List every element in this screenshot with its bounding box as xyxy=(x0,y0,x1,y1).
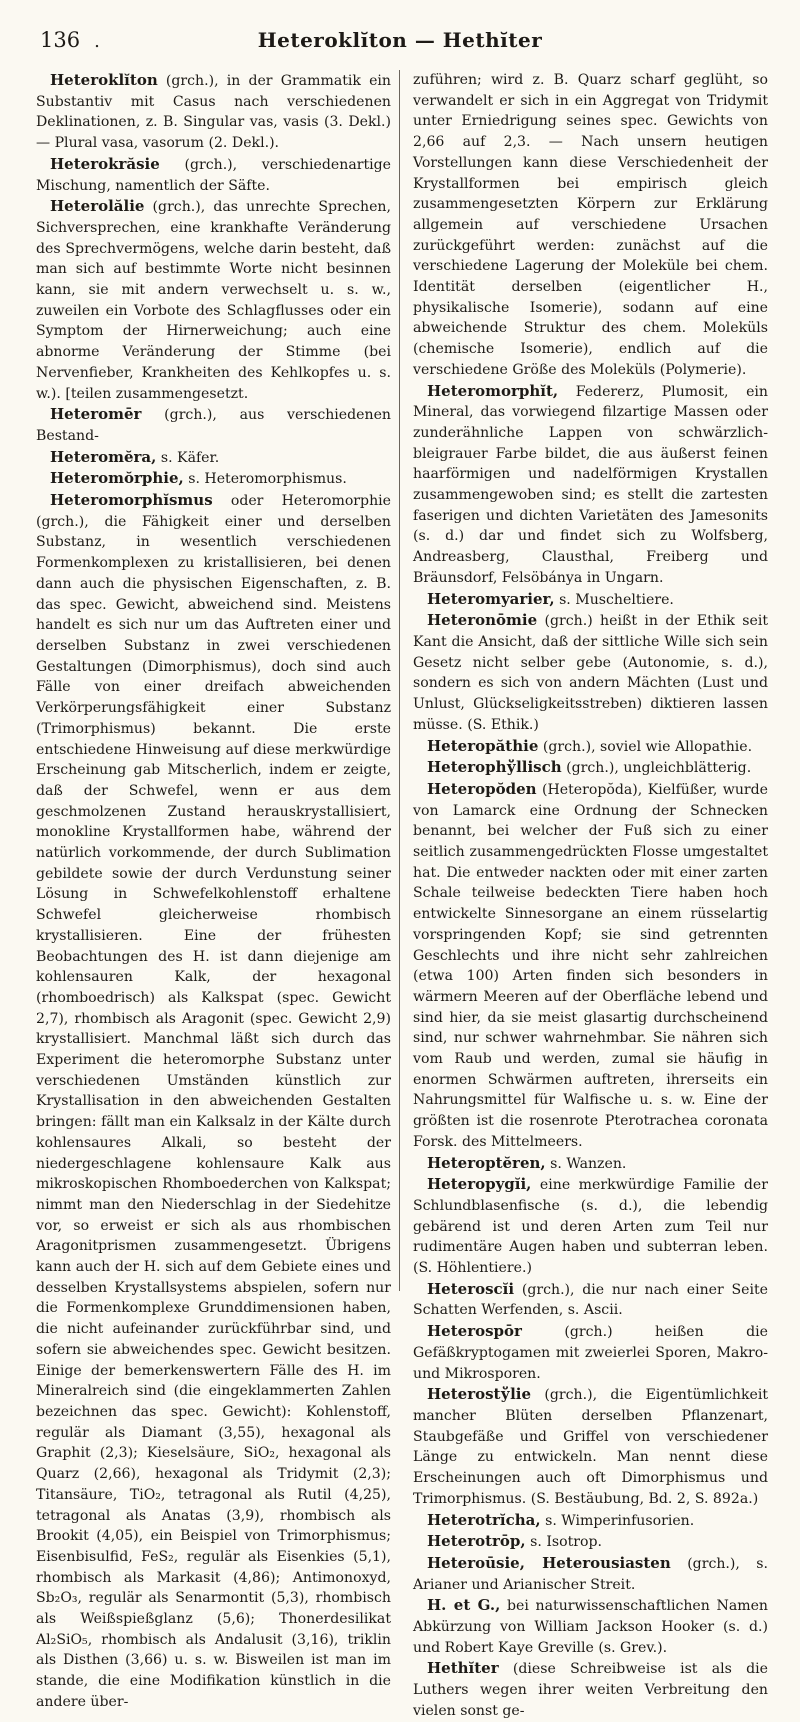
text-columns xyxy=(36,70,769,1719)
entry-text: bei naturwissenschaftlichen Namen Abkürzung von William Jackson Hooker (s. d.) und Robert Kaye Greville (s. Grev.). xyxy=(413,1598,769,1656)
entry-text: (grch.), das unrechte Sprechen, Sichversprechen, eine krankhafte Veränderung des Sprechvermögens, welche darin besteht, daß man sich auf bestimmte Worte nicht besinnen kann, sie mit andern verwechselt u. s. w., zuweilen ein Vorbote des Schlagflusses oder ein Symptom der Hirnerweichung; auch eine abnorme Veränderung der Stimme (bei Nervenfieber, Krankheiten des Kehlkopfes u. s. w.). [teilen zusammengesetzt. xyxy=(36,199,391,402)
entry-headword: Heterospōr xyxy=(427,1322,522,1341)
entry-headword: Heteroūsie, Heterousiasten xyxy=(427,1553,671,1572)
entry-text: zuführen; wird z. B. Quarz scharf geglüht, so verwandelt er sich in ein Aggregat von Tridymit unter Erniedrigung seines spec. Gewichts von 2,66 auf 2,3. — Nach unsern heutigen Vorstellungen kann diese Verschiedenheit der Krystallformen bei empirisch gleich zusammengesetzten Körpern zur Erklärung allgemein auf verschiedene Ursachen zurückgeführt werden: zunächst auf die verschiedene Lagerung der Moleküle bei chem. Identität derselben (eigentlicher H., physikalische Isomerie), sodann auf eine abweichende Struktur des chem. Moleküls (chemische Isomerie), endlich auf die verschiedene Größe des Moleküls (Polymerie). xyxy=(413,72,768,378)
entry-headword: Heteromyarier, xyxy=(427,589,555,608)
entry-headword: Heteropygĭi, xyxy=(427,1175,532,1194)
entry-headword: Heteromŏrphie, xyxy=(50,469,184,488)
dictionary-entry xyxy=(413,1174,768,1279)
dictionary-entry xyxy=(36,468,391,490)
dictionary-entry xyxy=(36,490,391,1712)
entry-headword: Heterolălie xyxy=(50,197,145,216)
entry-headword: Heterostўlie xyxy=(427,1385,532,1404)
entry-headword: Heterophўllisch xyxy=(427,758,562,777)
entry-headword: Heterotrōp, xyxy=(427,1532,526,1551)
dictionary-entry xyxy=(413,610,768,735)
entry-text: (Heteropŏda), Kielfüßer, wurde von Lamarck eine Ordnung der Schnecken benannt, bei welcher der Fuß sich zu einer seitlich zusammengedrückten Flosse umgestaltet hat. Die entweder nackten oder mit einer zarten Schale teilweise bedeckten Tiere haben hoch entwickelte Sinnesorgane an einem rüsselartig vorspringenden Kopf; sie sind getrennten Geschlechts und ihre nicht sehr zahlreichen (etwa 100) Arten finden sich besonders in wärmern Meeren auf der Oberfläche lebend und sind hier, da sie meist glasartig durchscheinend sind, nur schwer wahrnehmbar. Sie nähren sich vom Raub und werden, zumal sie häufig in enormen Schwärmen auftreten, ihrerseits ein Nahrungsmittel für Walfische u. s. w. Eine der größten ist die rosenrote Pterotrachea coronata Forsk. des Mittelmeers. xyxy=(413,781,768,1150)
entry-text: (grch.), die Eigentümlichkeit mancher Blüten derselben Pflanzenart, Staubgefäße und Griffel von verschiedener Länge zu entwickeln. Man nennt diese Erscheinungen auch oft Dimorphismus und Trimorphismus. (S. Bestäubung, Bd. 2, S. 892a.) xyxy=(413,1387,768,1507)
entry-headword: Heteromorphĭsmus xyxy=(50,491,213,510)
entry-headword: Heteromēr xyxy=(50,405,142,424)
entry-text: (grch.), die nur nach einer Seite Schatten Werfenden, s. Ascii. xyxy=(413,1281,769,1319)
entry-headword: H. et G., xyxy=(427,1596,501,1615)
entry-headword: Heteropăthie xyxy=(427,736,539,755)
entry-text: (grch.), soviel wie Allopathie. xyxy=(542,738,753,755)
entry-text: (grch.) heißt in der Ethik seit Kant die Ansicht, daß der sittliche Wille sich sein Gesetz nicht selber gebe (Autonomie, s. d.), sondern es sich von andern Mächten (Lust und Unlust, Glückseligkeitsstreben) diktieren lassen müsse. (S. Ethik.) xyxy=(413,613,768,733)
dictionary-entry xyxy=(413,1510,768,1532)
entry-headword: Heteromorphĭt, xyxy=(427,381,559,400)
entry-headword: Heteronōmie xyxy=(427,611,538,630)
entry-text: s. Wanzen. xyxy=(550,1155,627,1172)
dictionary-entry xyxy=(413,1384,768,1509)
entry-headword: Hethĭter xyxy=(427,1659,499,1678)
dictionary-entry xyxy=(36,447,391,469)
entry-text: (grch.), aus verschiedenen Bestand- xyxy=(36,407,391,444)
dictionary-entry xyxy=(413,1595,768,1658)
dictionary-entry xyxy=(413,381,768,589)
entry-text: s. Wimperinfusorien. xyxy=(545,1512,695,1529)
dictionary-entry xyxy=(413,1531,768,1553)
dictionary-entry xyxy=(413,1279,768,1321)
entry-headword: Heteromĕra, xyxy=(50,447,157,466)
entry-text: Federerz, Plumosit, ein Mineral, das vorwiegend filzartige Massen oder zunderähnliche Lappen von schwärzlich-bleigrauer Farbe bildet, die aus äußerst feinen haarförmigen und nadelförmigen Krystallen zusammengewoben sind; es stellt die zartesten faserigen und dichten Varietäten des Jamesonits (s. d.) dar und findet sich zu Wolfsberg, Andreasberg, Clausthal, Freiberg und Bräunsdorf, Felsöbánya in Ungarn. xyxy=(413,383,768,586)
entry-headword: Heterokrăsie xyxy=(50,154,160,173)
entry-text: s. Muscheltiere. xyxy=(559,591,674,608)
dictionary-entry xyxy=(36,196,391,404)
entry-headword: Heteropŏden xyxy=(427,779,537,798)
entry-headword: Heteroscĭi xyxy=(427,1279,515,1298)
running-title: Heteroklĭton — Hethĭter xyxy=(257,28,543,52)
dictionary-entry xyxy=(36,70,391,154)
entry-text: (diese Schreibweise ist als die Luthers wegen ihrer weiten Verbreitung den vielen sonst ge- xyxy=(413,1661,768,1719)
entry-headword: Heteroklĭton xyxy=(50,71,158,89)
page-number: 136 xyxy=(40,28,81,52)
entry-text: eine merkwürdige Familie der Schlundblasenfische (s. d.), die lebendig gebärend ist und deren Arten zum Teil nur rudimentäre Augen haben und subterran leben. (S. Höhlentiere.) xyxy=(413,1177,768,1277)
entry-text: (grch.), verschiedenartige Mischung, namentlich der Säfte. xyxy=(36,156,392,194)
left-column xyxy=(36,70,392,1710)
page-header xyxy=(40,28,760,58)
dictionary-entry xyxy=(413,1153,768,1175)
entry-text: (grch.) heißen die Gefäßkryptogamen mit zweierlei Sporen, Makro- und Mikrosporen. xyxy=(413,1324,769,1382)
dictionary-entry xyxy=(413,779,768,1153)
entry-text: s. Isotrop. xyxy=(530,1534,603,1551)
entry-text: s. Käfer. xyxy=(160,449,220,466)
dictionary-entry xyxy=(413,70,768,381)
right-column xyxy=(413,70,769,1719)
entry-text: (grch.), in der Grammatik ein Substantiv mit Casus nach verschiedenen Deklinationen, z. B. Singular vas, vasis (3. Dekl.) — Plural vasa, vasorum (2. Dekl.). xyxy=(36,73,391,152)
entry-text: oder Heteromorphie (grch.), die Fähigkeit einer und derselben Substanz, in wesentlich verschiedenen Formenkomplexen zu kristallisieren, bei denen dann auch die physischen Eigenschaften, z. B. das spec. Gewicht, abweichend sind. Meistens handelt es sich nur um das Auftreten einer und derselben Substanz in zwei verschiedenen Gestaltungen (Dimorphismus), doch sind auch Fälle von einer dreifach abweichenden Verkörperungsfähigkeit einer Substanz (Trimorphismus) bekannt. Die erste entschiedene Hinweisung auf diese merkwürdige Erscheinung gab Mitscherlich, indem er zeigte, daß der Schwefel, wenn er aus dem geschmolzenen Zustand herauskrystallisiert, monokline Krystallformen habe, während der natürlich vorkommende, der durch Sublimation gebildete sowie der durch Verdunstung seiner Lösung in Schwefelkohlenstoff erhaltene Schwefel gleicherweise rhombisch krystallisieren. Eine der frühesten Beobachtungen des H. ist dann diejenige am kohlensauren Kalk, der hexagonal (rhomboedrisch) als Kalkspat (spec. Gewicht 2,7), rhombisch als Aragonit (spec. Gewicht 2,9) krystallisiert. Manchmal läßt sich durch das Experiment die heteromorphe Substanz unter verschiedenen Umständen künstlich zur Krystallisation in den abweichenden Gestalten bringen: fällt man ein Kalksalz in der Kälte durch kohlensaures Alkali, so besteht der niedergeschlagene kohlensaure Kalk aus mikroskopischen Rhomboederchen von Kalkspat; nimmt man den Niederschlag in der Siedehitze vor, so erweist er sich als aus rhombischen Aragonitprismen zusammengesetzt. Übrigens kann auch der H. sich auf dem Gebiete eines und desselben Krystallsystems abspielen, sofern nur die Formenkomplexe Grunddimensionen haben, die nicht aufeinander zurückführbar sind, und sofern sie abweichendes spec. Gewicht besitzen. Einige der bemerkenswertern Fälle des H. im Mineralreich sind (die eingeklammerten Zahlen bezeichnen das spec. Gewicht): Kohlenstoff, regulär als Diamant (3,55), hexagonal als Graphit (2,3); Kieselsäure, SiO₂, hexagonal als Quarz (2,66), hexagonal als Tridymit (2,3); Titansäure, TiO₂, tetragonal als Rutil (4,25), tetragonal als Anatas (3,9), rhombisch als Brookit (4,05), ein Beispiel von Trimorphismus; Eisenbisulfid, FeS₂, regulär als Eisenkies (5,1), rhombisch als Markasit (4,86); Antimonoxyd, Sb₂O₃, regulär als Senarmontit (5,3), rhombisch als Weißspießglanz (5,6); Thonerdesilikat Al₂SiO₅, rhombisch als Andalusit (3,16), triklin als Disthen (3,66) u. s. w. Bisweilen ist man im stande, die eine Modifikation künstlich in die andere über- xyxy=(36,493,391,1710)
entry-text: (grch.), ungleichblätterig. xyxy=(566,760,752,777)
header-dot: . xyxy=(94,31,100,52)
dictionary-entry xyxy=(413,589,768,611)
entry-text: (grch.), s. Arianer und Arianischer Streit. xyxy=(413,1555,768,1593)
entry-headword: Heterotrĭcha, xyxy=(427,1510,541,1529)
entry-text: s. Heteromorphismus. xyxy=(188,471,347,488)
dictionary-entry xyxy=(413,1658,768,1721)
dictionary-entry xyxy=(413,1553,768,1595)
dictionary-entry xyxy=(36,404,391,446)
dictionary-entry xyxy=(413,1321,768,1384)
entry-headword: Heteroptĕren, xyxy=(427,1153,546,1172)
dictionary-entry xyxy=(413,757,768,779)
dictionary-entry xyxy=(36,154,391,196)
dictionary-entry xyxy=(413,736,768,758)
